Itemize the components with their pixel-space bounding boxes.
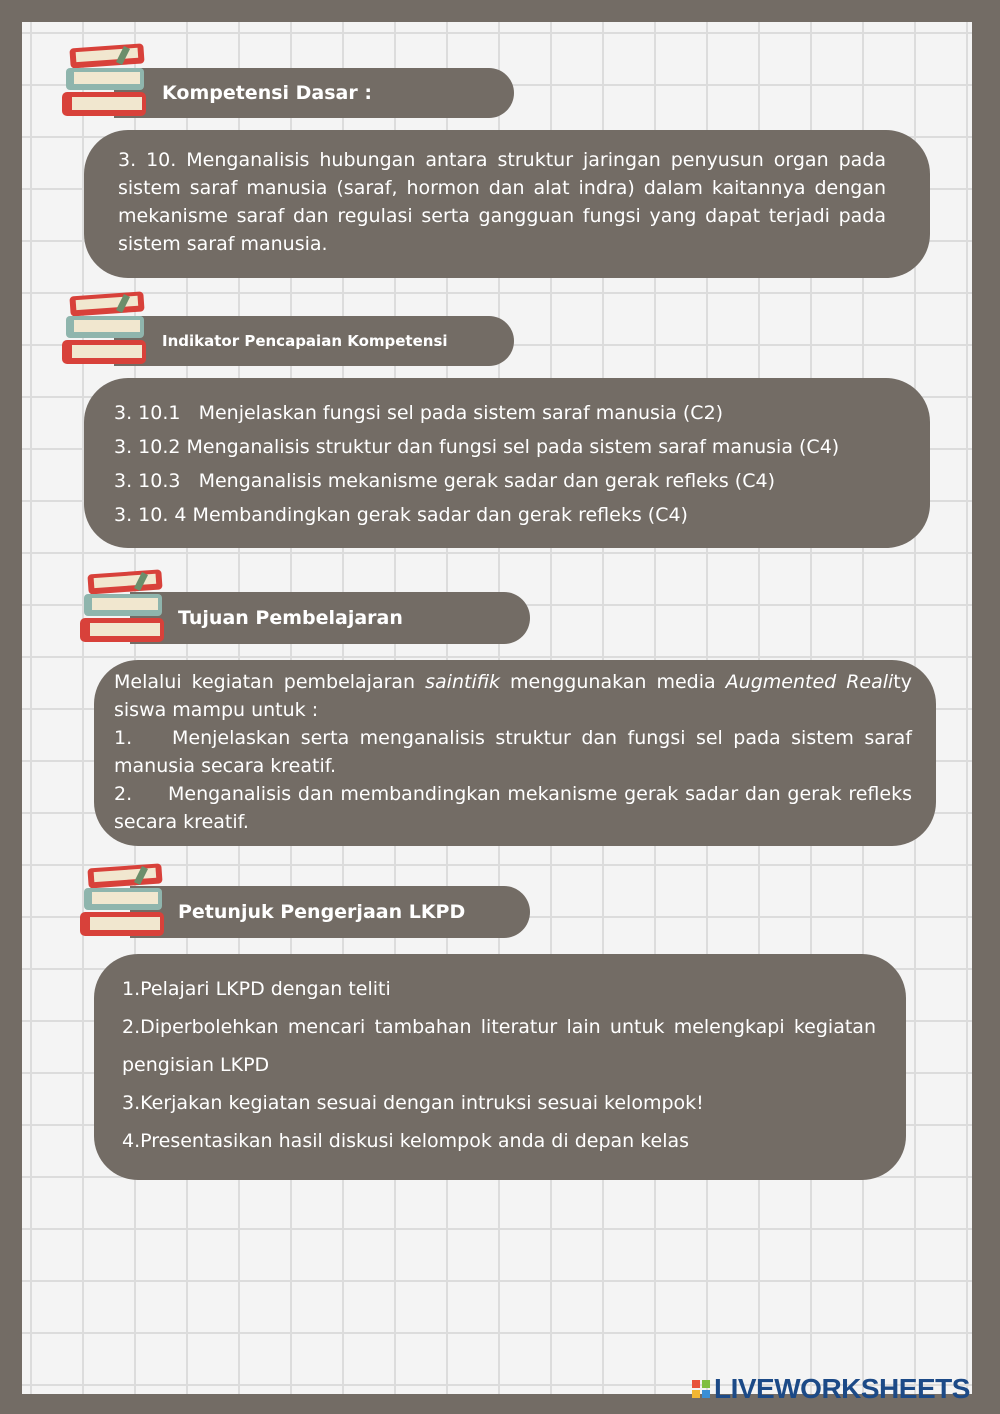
logo-mark-icon <box>692 1380 710 1398</box>
worksheet-page <box>22 22 972 1394</box>
books-icon <box>56 40 156 124</box>
petunjuk-title: Petunjuk Pengerjaan LKPD <box>178 901 466 923</box>
tujuan-intro-part: ty siswa mampu untuk : <box>114 671 912 721</box>
ipk-title-pill <box>114 316 514 366</box>
ipk-item: 3. 10.1 Menjelaskan fungsi sel pada sistem saraf manusia (C2) <box>114 402 724 424</box>
tujuan-item-text: Menjelaskan serta menganalisis struktur dan fungsi sel pada sistem saraf manusia secara kreatif. <box>114 727 912 777</box>
tujuan-intro-emphasis: Augmented Reali <box>725 671 894 693</box>
petunjuk-item: 1.Pelajari LKPD dengan teliti <box>122 978 391 1000</box>
tujuan-item <box>114 780 912 836</box>
ipk-item: 3. 10.2 Menganalisis struktur dan fungsi sel pada sistem saraf manusia (C4) <box>114 436 840 458</box>
tujuan-title: Tujuan Pembelajaran <box>178 607 403 629</box>
tujuan-item-number: 2. <box>114 783 133 805</box>
books-icon <box>74 566 174 650</box>
petunjuk-item: 3.Kerjakan kegiatan sesuai dengan intruksi sesuai kelompok! <box>122 1092 704 1114</box>
ipk-content-box <box>84 378 930 548</box>
petunjuk-title-pill <box>130 886 530 938</box>
kd-text: 3. 10. Menganalisis hubungan antara struktur jaringan penyusun organ pada sistem saraf manusia (saraf, hormon dan alat indra) dalam kaitannya dengan mekanisme saraf dan regulasi serta gangguan fungsi yang dapat terjadi pada sistem saraf manusia. <box>118 149 886 255</box>
kd-title: Kompetensi Dasar : <box>162 82 372 104</box>
petunjuk-content-box <box>94 954 906 1180</box>
tujuan-intro <box>114 668 912 724</box>
ipk-title: Indikator Pencapaian Kompetensi <box>162 332 448 350</box>
kd-content-box <box>84 130 930 278</box>
petunjuk-item: 4.Presentasikan hasil diskusi kelompok anda di depan kelas <box>122 1130 690 1152</box>
ipk-item: 3. 10.3 Menganalisis mekanisme gerak sadar dan gerak refleks (C4) <box>114 470 775 492</box>
books-icon <box>56 288 156 372</box>
tujuan-item-text: Menganalisis dan membandingkan mekanisme gerak sadar dan gerak refleks secara kreatif. <box>114 783 912 833</box>
tujuan-intro-part: menggunakan media <box>500 671 726 693</box>
ipk-item: 3. 10. 4 Membandingkan gerak sadar dan gerak refleks (C4) <box>114 504 688 526</box>
liveworksheets-logo <box>692 1374 970 1404</box>
brand-name: LIVEWORKSHEETS <box>714 1373 970 1404</box>
petunjuk-item: 2.Diperbolehkan mencari tambahan literatur lain untuk melengkapi kegiatan pengisian LKPD <box>122 1016 876 1076</box>
tujuan-item-number: 1. <box>114 727 133 749</box>
tujuan-content-box <box>94 660 936 846</box>
tujuan-intro-part: Melalui kegiatan pembelajaran <box>114 671 426 693</box>
kd-title-pill <box>114 68 514 118</box>
books-icon <box>74 860 174 944</box>
tujuan-title-pill <box>130 592 530 644</box>
tujuan-item <box>114 724 912 780</box>
tujuan-intro-emphasis: saintifik <box>425 671 500 693</box>
